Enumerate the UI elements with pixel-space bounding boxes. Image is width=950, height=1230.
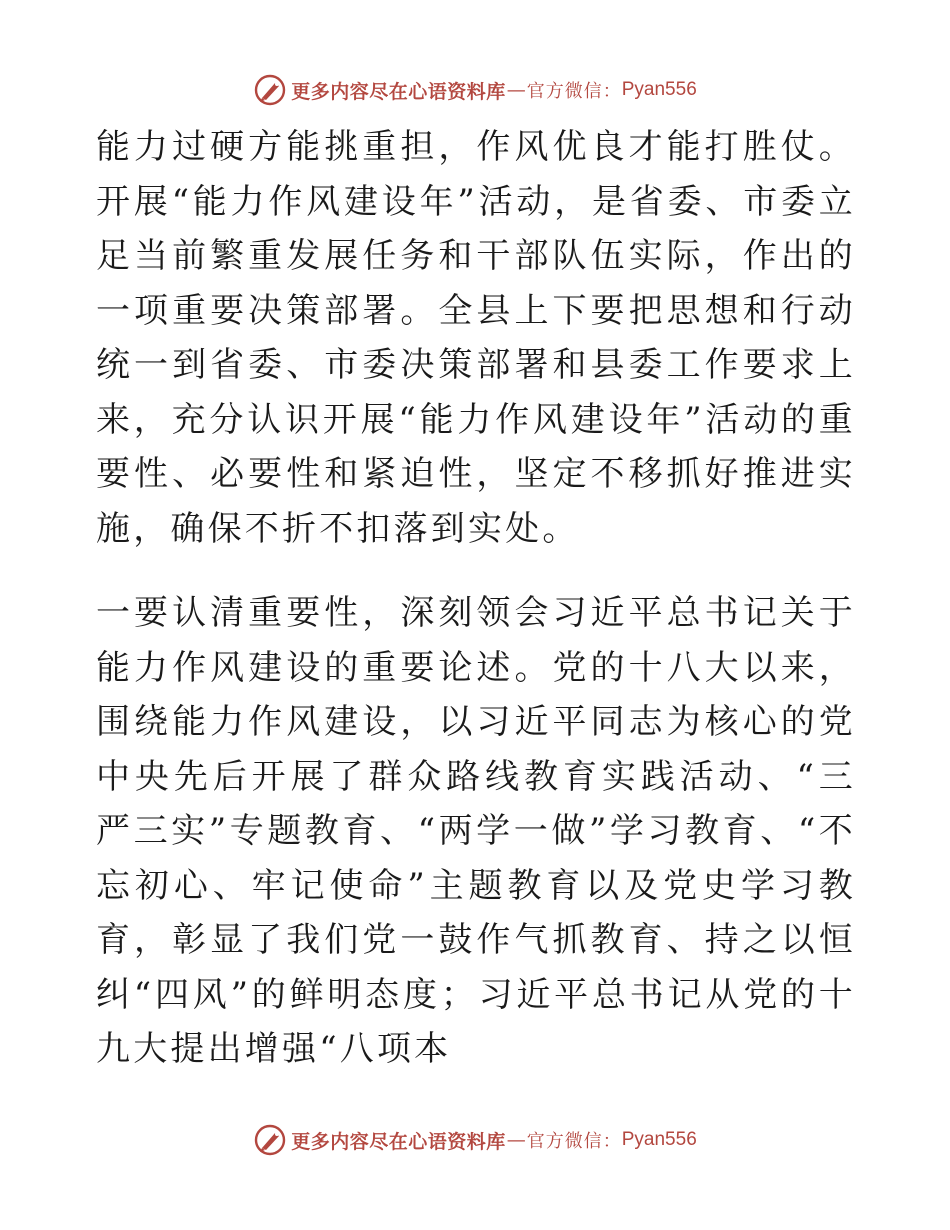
header-banner bbox=[0, 70, 950, 110]
banner-wechat-label: 官方微信： bbox=[526, 1131, 622, 1152]
paragraph-2: 一要认清重要性，深刻领会习近平总书记关于能力作风建设的重要论述。党的十八大以来，围绕能力作风建设，以习近平同志为核心的党中央先后开展了群众路线教育实践活动、“三严三实”专题教育、“两学一做”学习教育、“不忘初心、牢记使命”主题教育以及党史学习教育，彰显了我们党一鼓作气抓教育、持之以恒纠“四风”的鲜明态度；习近平总书记从党的十九大提出增强“八项本 bbox=[96, 593, 856, 1069]
pen-logo-icon bbox=[253, 73, 287, 107]
banner-separator: — bbox=[506, 1129, 526, 1151]
banner-wechat-account: Pyan556 bbox=[621, 1129, 697, 1150]
document-body bbox=[96, 120, 856, 1077]
banner-brand-text: 更多内容尽在心语资料库 bbox=[291, 80, 506, 103]
paragraph-1: 能力过硬方能挑重担，作风优良才能打胜仗。开展“能力作风建设年”活动，是省委、市委立足当前繁重发展任务和干部队伍实际，作出的一项重要决策部署。全县上下要把思想和行动统一到省委、市委决策部署和县委工作要求上来，充分认识开展“能力作风建设年”活动的重要性、必要性和紧迫性，坚定不移抓好推进实施，确保不折不扣落到实处。 bbox=[96, 127, 856, 549]
pen-logo-icon bbox=[253, 1123, 287, 1157]
footer-banner bbox=[0, 1120, 950, 1160]
banner-wechat-account: Pyan556 bbox=[621, 79, 697, 100]
banner-separator: — bbox=[506, 79, 526, 101]
banner-brand-text: 更多内容尽在心语资料库 bbox=[291, 1130, 506, 1153]
banner-wechat-label: 官方微信： bbox=[526, 81, 622, 102]
